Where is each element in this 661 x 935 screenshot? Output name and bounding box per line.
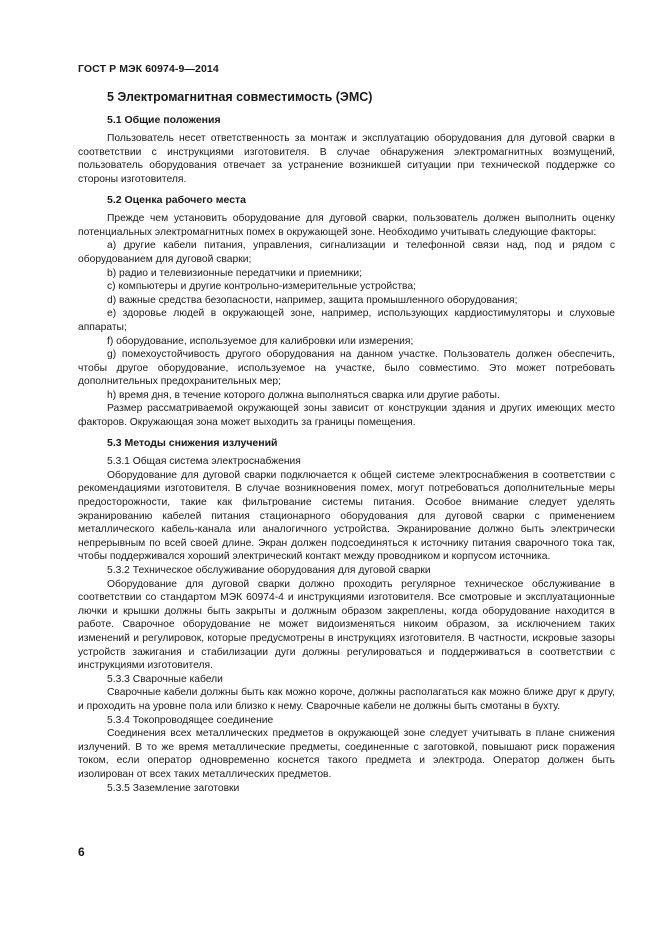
page-number: 6 (78, 845, 85, 859)
list-item-d: d) важные средства безопасности, например, защита промышленного оборудования; (107, 294, 518, 306)
section-5-2-closing: Размер рассматриваемой окружающей зоны зависит от конструкции здания и других имеющих место факторов. Окружающая зона может выходить за границы помещения. (78, 403, 615, 429)
standard-header: ГОСТ Р МЭК 60974-9—2014 (78, 63, 219, 75)
section-5-3-3-text: Сварочные кабели должны быть как можно короче, должны располагаться как можно ближе друг к другу, и проходить на уровне пола или близко к нему. Сварочные кабели не должны быть смотаны в бухту. (78, 687, 615, 712)
list-item-h: h) время дня, в течение которого должна выполняться сварка или другие работы. (107, 389, 500, 401)
section-5-3-4-text: Соединения всех металлических предметов в окружающей зоне следует учитывать в плане снижения излучений. В то же время металлические предметы, соединенные с заготовкой, повышают риск поражения током, если оператор одновременно коснется такого предмета и электрода. Оператор должен быть изолирован от всех таких металлических предметов. (78, 728, 615, 780)
section-5-1-text: Пользователь несет ответственность за монтаж и эксплуатацию оборудования для дуговой сварки в соответствии с инструкциями изготовителя. В случае обнаружения электромагнитных возмущений, пользователь оборудования отвечает за устранение возникшей ситуации при технической поддержке со стороны изготовителя. (78, 133, 615, 185)
section-5-2-title: 5.2 Оценка рабочего места (107, 193, 247, 206)
section-5-3-2-title: 5.3.2 Техническое обслуживание оборудования для дуговой сварки (107, 565, 431, 576)
section-5-title: 5 Электромагнитная совместимость (ЭМС) (107, 90, 373, 104)
section-5-2-intro: Прежде чем установить оборудование для дуговой сварки, пользователь должен выполнить оценку потенциальных электромагнитных помех в окружающей зоне. Необходимо учитывать следующие факторы: (78, 213, 615, 238)
section-5-3-5-title: 5.3.5 Заземление заготовки (107, 782, 240, 794)
page-content (78, 91, 615, 795)
section-5-3-1-title: 5.3.1 Общая система электроснабжения (107, 456, 301, 468)
list-item-c: c) компьютеры и другие контрольно-измерительные устройства; (107, 281, 416, 293)
section-5-1-title: 5.1 Общие положения (107, 113, 221, 126)
section-5-3-title: 5.3 Методы снижения излучений (107, 436, 278, 449)
section-5-3-3-title: 5.3.3 Сварочные кабели (107, 673, 223, 685)
section-5-3-1-text: Оборудование для дуговой сварки подключается к общей системе электроснабжения в соответствии с рекомендациями изготовителя. В случае возникновения помех, могут потребоваться дополнительные меры предосторожности, такие как фильтрование системы питания. Особое внимание следует уделять экранированию кабелей питания стационарного оборудования для дуговой сварки с применением металлического кабель-канала или аналогичного устройства. Экранирование должно быть электрически непрерывным по всей своей длине. Экран должен подсоединяться к источнику питания сварочного тока так, чтобы поддерживался хороший электрический контакт между проводником и корпусом источника. (78, 469, 615, 563)
list-item-a: a) другие кабели питания, управления, сигнализации и телефонной связи над, под и рядом с оборудованием для дуговой сварки; (78, 240, 615, 265)
list-item-e: e) здоровье людей в окружающей зоне, например, использующих кардиостимуляторы и слуховые аппараты; (78, 308, 615, 333)
section-5-3-2-text: Оборудование для дуговой сварки должно проходить регулярное техническое обслуживание в соответствии со стандартом МЭК 60974-4 и инструкциями изготовителя. Все смотровые и эксплуатационные лючки и крышки должны быть закрыты и должным образом закреплены, когда оборудование находится в работе. Сварочное оборудование не может видоизменяться никоим образом, за исключением таких изменений и регулировок, которые предусмотрены в инструкциях изготовителя. В частности, искровые зазоры устройств зажигания и стабилизации дуги должны регулироваться и поддерживаться в соответствии с инструкциями изготовителя. (78, 578, 615, 672)
list-item-b: b) радио и телевизионные передатчики и приемники; (107, 267, 362, 279)
list-item-g: g) помехоустойчивость другого оборудования на данном участке. Пользователь должен обеспечить, чтобы другое оборудование, используемое на участке, было совместимо. Это может потребовать дополнительных предохранительных мер; (78, 349, 615, 388)
list-item-f: f) оборудование, используемое для калибровки или измерения; (107, 335, 414, 347)
section-5-3-4-title: 5.3.4 Токопроводящее соединение (107, 714, 274, 726)
